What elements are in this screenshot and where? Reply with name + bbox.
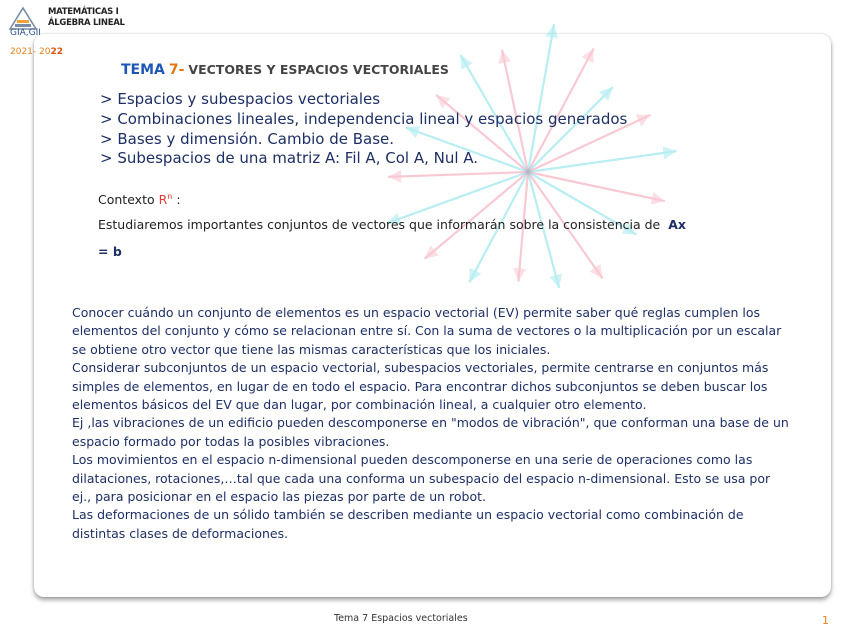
body-paragraph: Las deformaciones de un sólido también se describen mediante un espacio vectorial como combinación de distintas clases de deformaciones. <box>72 507 744 541</box>
topic-item: > Subespacios de una matriz A: Fil A, Col A, Nul A. <box>100 149 479 167</box>
title-tema: TEMA <box>121 62 165 78</box>
page-number: 1 <box>822 614 829 627</box>
academic-year: 2021- 2022 <box>10 47 63 57</box>
course-name: MATEMÁTICAS I <box>48 7 119 17</box>
equation-ax: Ax <box>668 217 686 232</box>
body-paragraph: Considerar subconjuntos de un espacio vectorial, subespacios vectoriales, permite centrarse en conjuntos más simples de elementos, en lugar de en todo el espacio. Para encontrar dichos subconjuntos se deben buscar los elementos básicos del EV que dan lugar, por combinación lineal, a cualquier otro elemento. <box>72 360 769 413</box>
rn-symbol: $R^n$ <box>158 192 173 208</box>
footer-text: Tema 7 Espacios vectoriales <box>334 613 468 624</box>
context-sentence: Estudiaremos importantes conjuntos de vectores que informarán sobre la consistencia de Ax <box>98 217 686 232</box>
context-label: Contexto $R^n$ : <box>98 192 181 208</box>
body-paragraph: Conocer cuándo un conjunto de elementos es un espacio vectorial (EV) permite saber qué reglas cumplen los elementos del conjunto y cómo se relacionan entre sí. Con la suma de vectores o la multiplicación por un escalar se obtiene otro vector que tiene las mismas características que los iniciales. <box>72 305 782 357</box>
topic-item: > Espacios y subespacios vectoriales <box>100 90 381 108</box>
equation-b: = b <box>98 244 122 259</box>
title-text: VECTORES Y ESPACIOS VECTORIALES <box>188 62 449 77</box>
course-subject: ÁLGEBRA LINEAL <box>48 18 125 28</box>
slide-title <box>121 62 449 78</box>
body-text <box>72 304 792 543</box>
body-paragraph: Los movimientos en el espacio n-dimensional pueden descomponerse en una serie de operaciones como las dilataciones, rotaciones,…tal que cada una conforma un subespacio del espacio n-dimensional. Esto se usa por ej., para posicionar en el espacio las piezas por parte de un robot. <box>72 452 771 505</box>
topic-item: > Combinaciones lineales, independencia lineal y espacios generados <box>100 110 628 128</box>
topic-item: > Bases y dimensión. Cambio de Base. <box>100 130 395 148</box>
title-number: 7- <box>168 62 185 78</box>
course-code: GIA,GII <box>10 28 41 38</box>
body-paragraph: Ej ,las vibraciones de un edificio pueden descomponerse en "modos de vibración", que conforman una base de un espacio formado por todas la posibles vibraciones. <box>72 415 789 449</box>
